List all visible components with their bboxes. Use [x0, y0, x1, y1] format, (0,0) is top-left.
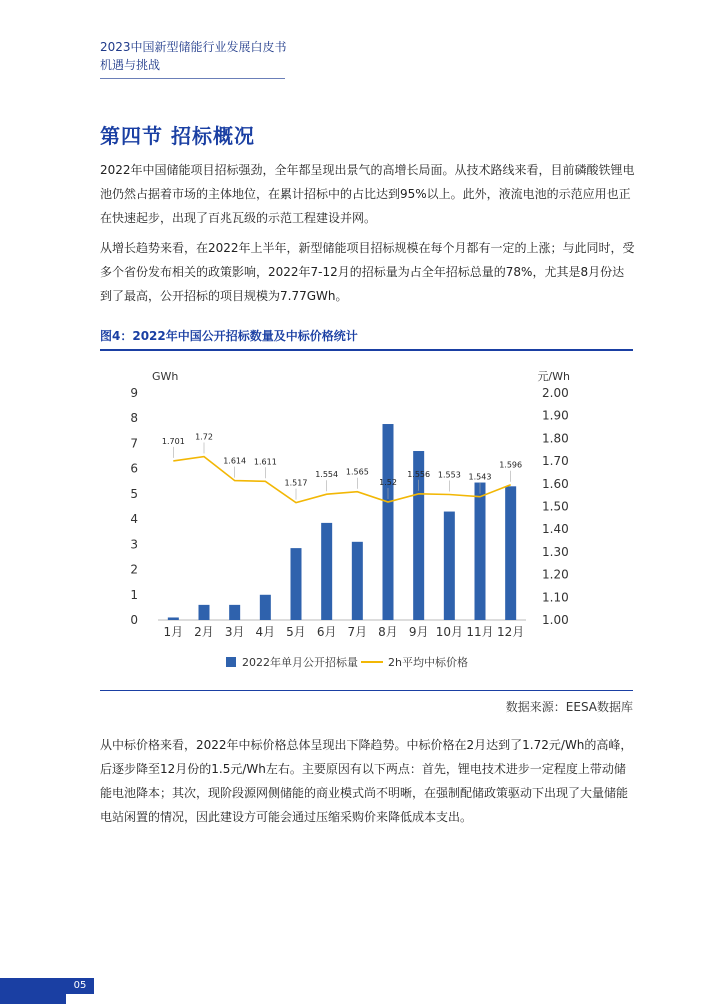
figure-top-rule: [100, 349, 633, 351]
x-tick-label: 5月: [286, 625, 306, 639]
y-left-tick: 2: [130, 562, 138, 577]
x-tick-label: 1月: [163, 625, 184, 639]
y-right-tick: 1.30: [542, 544, 569, 559]
price-data-label: 1.72: [195, 432, 213, 442]
y-left-tick: 5: [130, 486, 138, 501]
document-header: [100, 38, 285, 74]
price-data-label: 1.556: [407, 469, 431, 479]
bar: [383, 424, 394, 620]
y-left-tick: 3: [130, 537, 138, 552]
y-right-tick: 1.70: [542, 454, 569, 469]
y-right-tick: 1.00: [542, 613, 569, 627]
price-data-label: 1.614: [223, 456, 247, 466]
x-tick-label: 9月: [408, 625, 429, 639]
y-right-tick: 1.20: [542, 567, 569, 582]
bid-chart: [100, 352, 633, 688]
bar: [229, 605, 240, 620]
x-tick-label: 7月: [347, 625, 368, 639]
footer-bar: [0, 978, 66, 1004]
header-title: 2023中国新型储能行业发展白皮书: [100, 40, 287, 54]
price-data-label: 1.517: [284, 478, 308, 488]
section-title: 第四节 招标概况: [100, 124, 255, 148]
x-tick-label: 8月: [378, 625, 398, 639]
y-right-tick: 1.60: [542, 476, 569, 491]
header-divider: [100, 78, 285, 79]
bar: [475, 483, 486, 620]
x-tick-label: 11月: [466, 625, 494, 639]
price-data-label: 1.553: [437, 470, 461, 480]
y-right-tick: 1.50: [542, 499, 569, 514]
y-right-tick: 1.80: [542, 431, 569, 446]
y-left-tick: 1: [130, 587, 138, 602]
x-tick-label: 2月: [194, 625, 214, 639]
y-left-tick: 6: [130, 461, 138, 476]
x-tick-label: 3月: [224, 625, 245, 639]
y-left-unit: GWh: [152, 370, 179, 383]
legend-label-bars: 2022年单月公开招标量: [242, 656, 358, 669]
bar: [321, 523, 332, 620]
bar: [444, 512, 455, 620]
y-right-unit: 元/Wh: [537, 370, 570, 383]
price-data-label: 1.701: [161, 436, 185, 446]
y-right-tick: 1.40: [542, 522, 569, 537]
bar: [168, 617, 179, 620]
y-left-tick: 4: [130, 512, 138, 527]
price-data-label: 1.554: [315, 470, 339, 480]
figure-bottom-rule: [100, 690, 633, 691]
paragraph-1: 2022年中国储能项目招标强劲，全年都呈现出景气的高增长局面。从技术路线来看，目前磷酸铁锂电池仍然占据着市场的主体地位，在累计招标中的占比达到95%以上。此外，液流电池的示范应用也正在快速起步，出现了百兆瓦级的示范工程建设并网。: [100, 163, 635, 225]
bar: [260, 595, 271, 620]
paragraph-2: 从增长趋势来看，在2022年上半年，新型储能项目招标规模在每个月都有一定的上涨；与此同时，受多个省份发布相关的政策影响，2022年7-12月的招标量为占全年招标总量的78%，尤其是8月份达到了最高，公开招标的项目规模为7.77GWh。: [100, 241, 635, 303]
header-subtitle: 机遇与挑战: [100, 58, 161, 72]
price-data-label: 1.565: [345, 467, 369, 477]
x-tick-label: 6月: [316, 625, 337, 639]
y-left-tick: 7: [130, 436, 138, 451]
y-right-tick: 2.00: [542, 386, 569, 400]
price-data-label: 1.52: [379, 477, 397, 487]
y-left-tick: 9: [130, 386, 138, 400]
figure-title: 图4：2022年中国公开招标数量及中标价格统计: [100, 329, 358, 343]
data-source: 数据来源：EESA数据库: [505, 700, 633, 714]
legend-label-line: 2h平均中标价格: [388, 656, 468, 669]
bar: [505, 486, 516, 620]
legend-swatch-bars: [226, 657, 236, 667]
x-tick-label: 4月: [255, 625, 276, 639]
price-data-label: 1.543: [468, 472, 492, 482]
price-data-label: 1.596: [499, 460, 523, 470]
x-tick-label: 12月: [497, 625, 525, 639]
y-right-tick: 1.10: [542, 590, 569, 605]
bar: [291, 548, 302, 620]
y-left-tick: 0: [130, 613, 138, 627]
paragraph-3: 从中标价格来看，2022年中标价格总体呈现出下降趋势。中标价格在2月达到了1.72元/Wh的高峰，后逐步降至12月份的1.5元/Wh左右。主要原因有以下两点：首先，锂电技术进步一定程度上带动储能电池降本；其次，现阶段源网侧储能的商业模式尚不明晰，在强制配储政策驱动下出现了大量储能电站闲置的情况，因此建设方可能会通过压缩采购价来降低成本支出。: [100, 738, 633, 824]
bar: [352, 542, 363, 620]
bar: [199, 605, 210, 620]
y-right-tick: 1.90: [542, 408, 569, 423]
x-tick-label: 10月: [435, 625, 463, 639]
page-number: 05: [66, 978, 94, 994]
y-left-tick: 8: [130, 411, 138, 426]
price-data-label: 1.611: [253, 457, 277, 467]
